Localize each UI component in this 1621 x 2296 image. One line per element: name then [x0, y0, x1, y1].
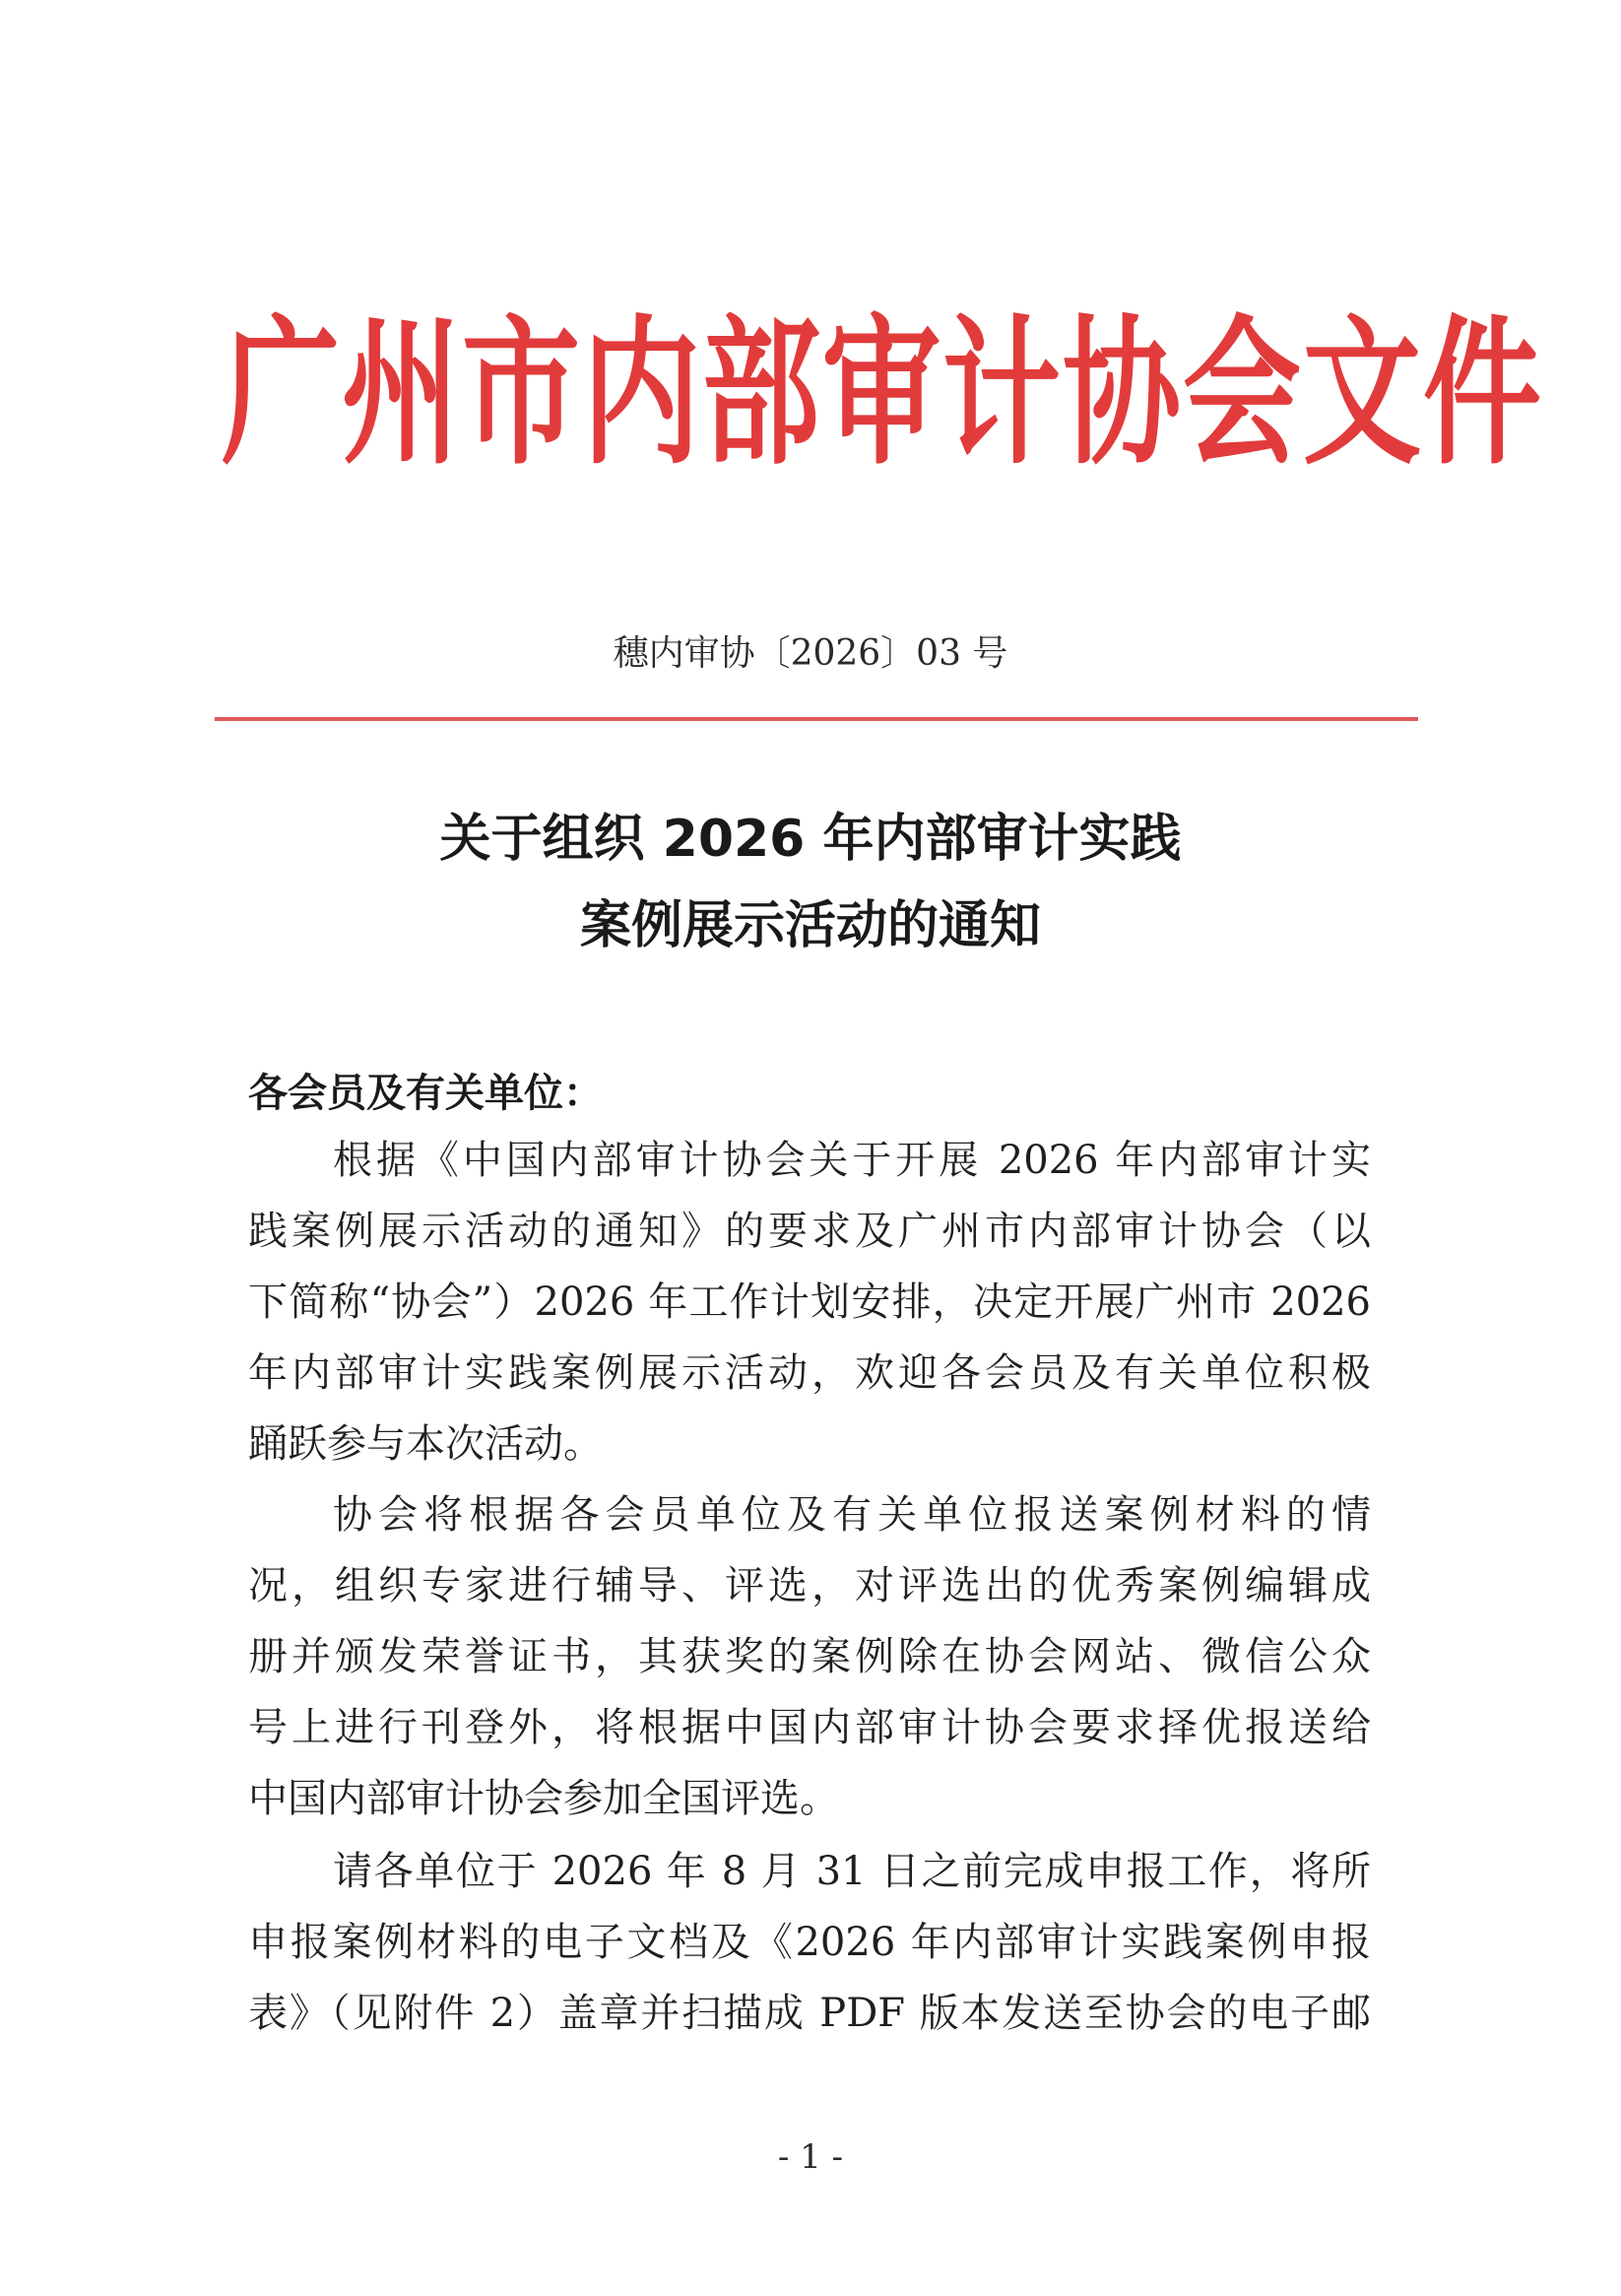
body-line: 践案例展示活动的通知》的要求及广州市内部审计协会（以: [248, 1209, 1371, 1254]
notice-title-line-2: 案例展示活动的通知: [579, 896, 1041, 955]
body-line: 协会将根据各会员单位及有关单位报送案例材料的情: [333, 1492, 1371, 1538]
body-line: 中国内部审计协会参加全国评选。: [248, 1776, 839, 1821]
page-number: - 1 -: [777, 2137, 844, 2177]
document-number: 穗内审协〔2026〕03 号: [613, 633, 1008, 674]
body-line: 册并颁发荣誉证书，其获奖的案例除在协会网站、微信公众: [248, 1634, 1371, 1679]
body-line: 况，组织专家进行辅导、评选，对评选出的优秀案例编辑成: [248, 1563, 1371, 1608]
notice-title: [0, 796, 1621, 969]
body-line: 表》（见附件 2）盖章并扫描成 PDF 版本发送至协会的电子邮: [248, 1991, 1371, 2036]
body-line: 申报案例材料的电子文档及《2026 年内部审计实践案例申报: [248, 1920, 1371, 1965]
salutation: 各会员及有关单位：: [248, 1071, 603, 1116]
notice-title-line-1: 关于组织 2026 年内部审计实践: [439, 810, 1182, 869]
body-line: 下简称“协会”）2026 年工作计划安排，决定开展广州市 2026: [248, 1279, 1371, 1325]
organization-header-title: 广州市内部审计协会文件: [222, 299, 1543, 488]
red-divider-rule: [215, 717, 1418, 721]
body-line: 年内部审计实践案例展示活动，欢迎各会员及有关单位积极: [248, 1350, 1371, 1396]
body-line: 号上进行刊登外，将根据中国内部审计协会要求择优报送给: [248, 1705, 1371, 1750]
body-line: 根据《中国内部审计协会关于开展 2026 年内部审计实: [333, 1138, 1371, 1183]
body-line: 踊跃参与本次活动。: [248, 1421, 603, 1467]
body-line: 请各单位于 2026 年 8 月 31 日之前完成申报工作，将所: [333, 1849, 1371, 1894]
